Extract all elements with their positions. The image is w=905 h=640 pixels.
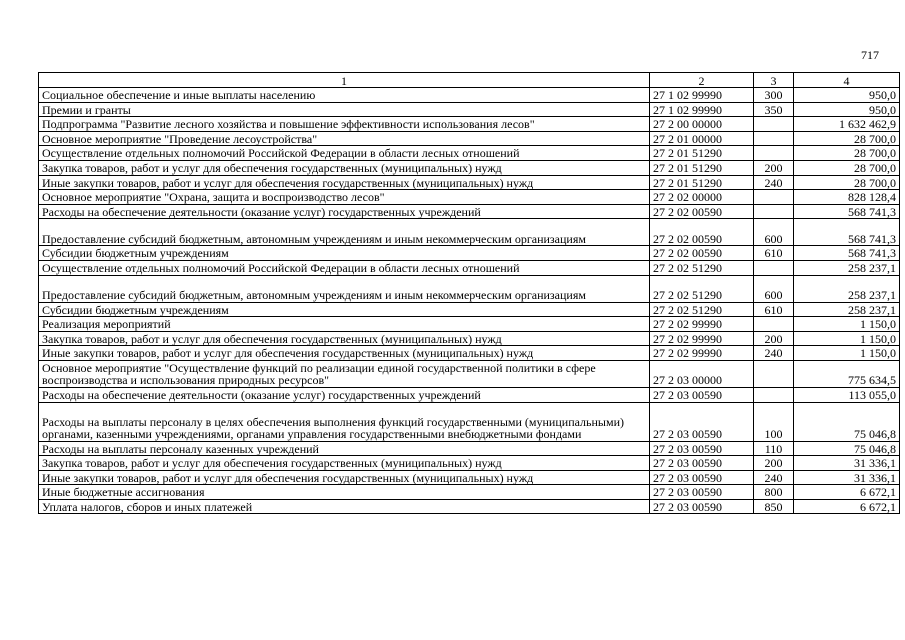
row-sum-cell: 1 150,0: [794, 346, 900, 361]
row-sum-cell: 28 700,0: [794, 160, 900, 175]
table-row: [39, 175, 900, 190]
row-sum-cell: 258 237,1: [794, 275, 900, 302]
row-vr-cell: [754, 260, 794, 275]
table-header-row: [39, 73, 900, 88]
table-row: [39, 117, 900, 132]
row-name-cell: Иные закупки товаров, работ и услуг для обеспечения государственных (муниципальных) нужд: [39, 175, 650, 190]
row-name-cell: Основное мероприятие "Осуществление функций по реализации единой государственной политики в сфере воспроизводства и использования природных ресурсов": [39, 360, 650, 387]
row-sum-cell: 258 237,1: [794, 302, 900, 317]
row-name-cell: Осуществление отдельных полномочий Российской Федерации в области лесных отношений: [39, 260, 650, 275]
row-csr-cell: 27 2 01 51290: [650, 160, 754, 175]
row-vr-cell: 200: [754, 331, 794, 346]
row-name-cell: Иные закупки товаров, работ и услуг для обеспечения государственных (муниципальных) нужд: [39, 470, 650, 485]
row-name-cell: Закупка товаров, работ и услуг для обеспечения государственных (муниципальных) нужд: [39, 456, 650, 471]
row-csr-cell: 27 2 02 99990: [650, 331, 754, 346]
row-csr-cell: 27 2 01 00000: [650, 131, 754, 146]
row-csr-cell: 27 2 03 00590: [650, 456, 754, 471]
row-vr-cell: [754, 117, 794, 132]
table-row: [39, 88, 900, 103]
table-row: [39, 402, 900, 441]
row-sum-cell: 75 046,8: [794, 441, 900, 456]
table-row: [39, 485, 900, 500]
row-vr-cell: 200: [754, 456, 794, 471]
table-row: [39, 346, 900, 361]
table-row: [39, 160, 900, 175]
row-vr-cell: 200: [754, 160, 794, 175]
table-row: [39, 470, 900, 485]
row-name-cell: Закупка товаров, работ и услуг для обеспечения государственных (муниципальных) нужд: [39, 160, 650, 175]
row-sum-cell: 568 741,3: [794, 246, 900, 261]
row-vr-cell: 100: [754, 402, 794, 441]
row-csr-cell: 27 2 02 00000: [650, 190, 754, 205]
row-csr-cell: 27 2 01 51290: [650, 146, 754, 161]
table-row: [39, 146, 900, 161]
row-vr-cell: [754, 190, 794, 205]
row-vr-cell: 600: [754, 219, 794, 246]
row-sum-cell: 6 672,1: [794, 499, 900, 514]
table-row: [39, 190, 900, 205]
row-sum-cell: 6 672,1: [794, 485, 900, 500]
row-vr-cell: 240: [754, 346, 794, 361]
row-name-cell: Реализация мероприятий: [39, 317, 650, 332]
row-name-cell: Субсидии бюджетным учреждениям: [39, 246, 650, 261]
budget-table: [38, 72, 900, 514]
table-row: [39, 456, 900, 471]
table-row: [39, 499, 900, 514]
row-name-cell: Осуществление отдельных полномочий Российской Федерации в области лесных отношений: [39, 146, 650, 161]
row-vr-cell: 350: [754, 102, 794, 117]
row-csr-cell: 27 2 02 51290: [650, 302, 754, 317]
table-row: [39, 204, 900, 219]
row-name-cell: Иные бюджетные ассигнования: [39, 485, 650, 500]
row-sum-cell: 568 741,3: [794, 219, 900, 246]
row-sum-cell: 1 150,0: [794, 317, 900, 332]
row-name-cell: Закупка товаров, работ и услуг для обеспечения государственных (муниципальных) нужд: [39, 331, 650, 346]
page-number: 717: [861, 48, 879, 62]
row-csr-cell: 27 2 02 00590: [650, 219, 754, 246]
row-sum-cell: 1 632 462,9: [794, 117, 900, 132]
row-name-cell: Премии и гранты: [39, 102, 650, 117]
row-name-cell: Основное мероприятие "Проведение лесоустройства": [39, 131, 650, 146]
row-vr-cell: 600: [754, 275, 794, 302]
table-row: [39, 331, 900, 346]
row-name-cell: Уплата налогов, сборов и иных платежей: [39, 499, 650, 514]
row-vr-cell: 240: [754, 470, 794, 485]
row-vr-cell: 110: [754, 441, 794, 456]
row-csr-cell: 27 2 03 00590: [650, 402, 754, 441]
header-cell-name: 1: [39, 73, 650, 88]
table-row: [39, 246, 900, 261]
header-cell-csr: 2: [650, 73, 754, 88]
table-row: [39, 102, 900, 117]
row-name-cell: Основное мероприятие "Охрана, защита и воспроизводство лесов": [39, 190, 650, 205]
row-vr-cell: [754, 317, 794, 332]
table-row: [39, 275, 900, 302]
row-sum-cell: 75 046,8: [794, 402, 900, 441]
row-name-cell: Социальное обеспечение и иные выплаты населению: [39, 88, 650, 103]
header-cell-vr: 3: [754, 73, 794, 88]
row-csr-cell: 27 2 03 00590: [650, 387, 754, 402]
row-sum-cell: 28 700,0: [794, 175, 900, 190]
table-row: [39, 260, 900, 275]
row-vr-cell: 800: [754, 485, 794, 500]
table-row: [39, 131, 900, 146]
row-vr-cell: 610: [754, 302, 794, 317]
row-vr-cell: [754, 204, 794, 219]
table-row: [39, 302, 900, 317]
table-body: [39, 88, 900, 514]
table-row: [39, 360, 900, 387]
table-row: [39, 317, 900, 332]
row-csr-cell: 27 2 03 00590: [650, 441, 754, 456]
row-csr-cell: 27 2 03 00590: [650, 470, 754, 485]
row-name-cell: Расходы на обеспечение деятельности (оказание услуг) государственных учреждений: [39, 387, 650, 402]
row-vr-cell: [754, 131, 794, 146]
row-name-cell: Расходы на выплаты персоналу в целях обеспечения выполнения функций государственными (муниципальными) органами, казенными учреждениями, органами управления государственными внебюджетными фондами: [39, 402, 650, 441]
row-name-cell: Расходы на обеспечение деятельности (оказание услуг) государственных учреждений: [39, 204, 650, 219]
row-vr-cell: [754, 387, 794, 402]
row-csr-cell: 27 2 03 00590: [650, 485, 754, 500]
row-name-cell: Предоставление субсидий бюджетным, автономным учреждениям и иным некоммерческим организациям: [39, 275, 650, 302]
table-row: [39, 219, 900, 246]
row-vr-cell: 300: [754, 88, 794, 103]
row-vr-cell: 610: [754, 246, 794, 261]
row-sum-cell: 1 150,0: [794, 331, 900, 346]
row-sum-cell: 828 128,4: [794, 190, 900, 205]
row-vr-cell: [754, 360, 794, 387]
row-csr-cell: 27 1 02 99990: [650, 102, 754, 117]
row-sum-cell: 950,0: [794, 102, 900, 117]
row-csr-cell: 27 2 03 00590: [650, 499, 754, 514]
row-sum-cell: 31 336,1: [794, 470, 900, 485]
row-sum-cell: 28 700,0: [794, 131, 900, 146]
row-name-cell: Иные закупки товаров, работ и услуг для обеспечения государственных (муниципальных) нужд: [39, 346, 650, 361]
row-csr-cell: 27 1 02 99990: [650, 88, 754, 103]
table-row: [39, 387, 900, 402]
row-name-cell: Субсидии бюджетным учреждениям: [39, 302, 650, 317]
row-vr-cell: 850: [754, 499, 794, 514]
row-name-cell: Предоставление субсидий бюджетным, автономным учреждениям и иным некоммерческим организациям: [39, 219, 650, 246]
row-sum-cell: 28 700,0: [794, 146, 900, 161]
row-sum-cell: 258 237,1: [794, 260, 900, 275]
row-sum-cell: 775 634,5: [794, 360, 900, 387]
row-name-cell: Подпрограмма "Развитие лесного хозяйства и повышение эффективности использования лесов": [39, 117, 650, 132]
row-name-cell: Расходы на выплаты персоналу казенных учреждений: [39, 441, 650, 456]
row-vr-cell: 240: [754, 175, 794, 190]
row-csr-cell: 27 2 02 99990: [650, 346, 754, 361]
header-cell-sum: 4: [794, 73, 900, 88]
row-vr-cell: [754, 146, 794, 161]
row-csr-cell: 27 2 02 99990: [650, 317, 754, 332]
row-sum-cell: 31 336,1: [794, 456, 900, 471]
row-csr-cell: 27 2 03 00000: [650, 360, 754, 387]
table-row: [39, 441, 900, 456]
row-csr-cell: 27 2 02 51290: [650, 260, 754, 275]
row-csr-cell: 27 2 02 00590: [650, 246, 754, 261]
row-csr-cell: 27 2 02 51290: [650, 275, 754, 302]
row-sum-cell: 568 741,3: [794, 204, 900, 219]
row-csr-cell: 27 2 02 00590: [650, 204, 754, 219]
row-csr-cell: 27 2 00 00000: [650, 117, 754, 132]
row-sum-cell: 950,0: [794, 88, 900, 103]
row-csr-cell: 27 2 01 51290: [650, 175, 754, 190]
row-sum-cell: 113 055,0: [794, 387, 900, 402]
